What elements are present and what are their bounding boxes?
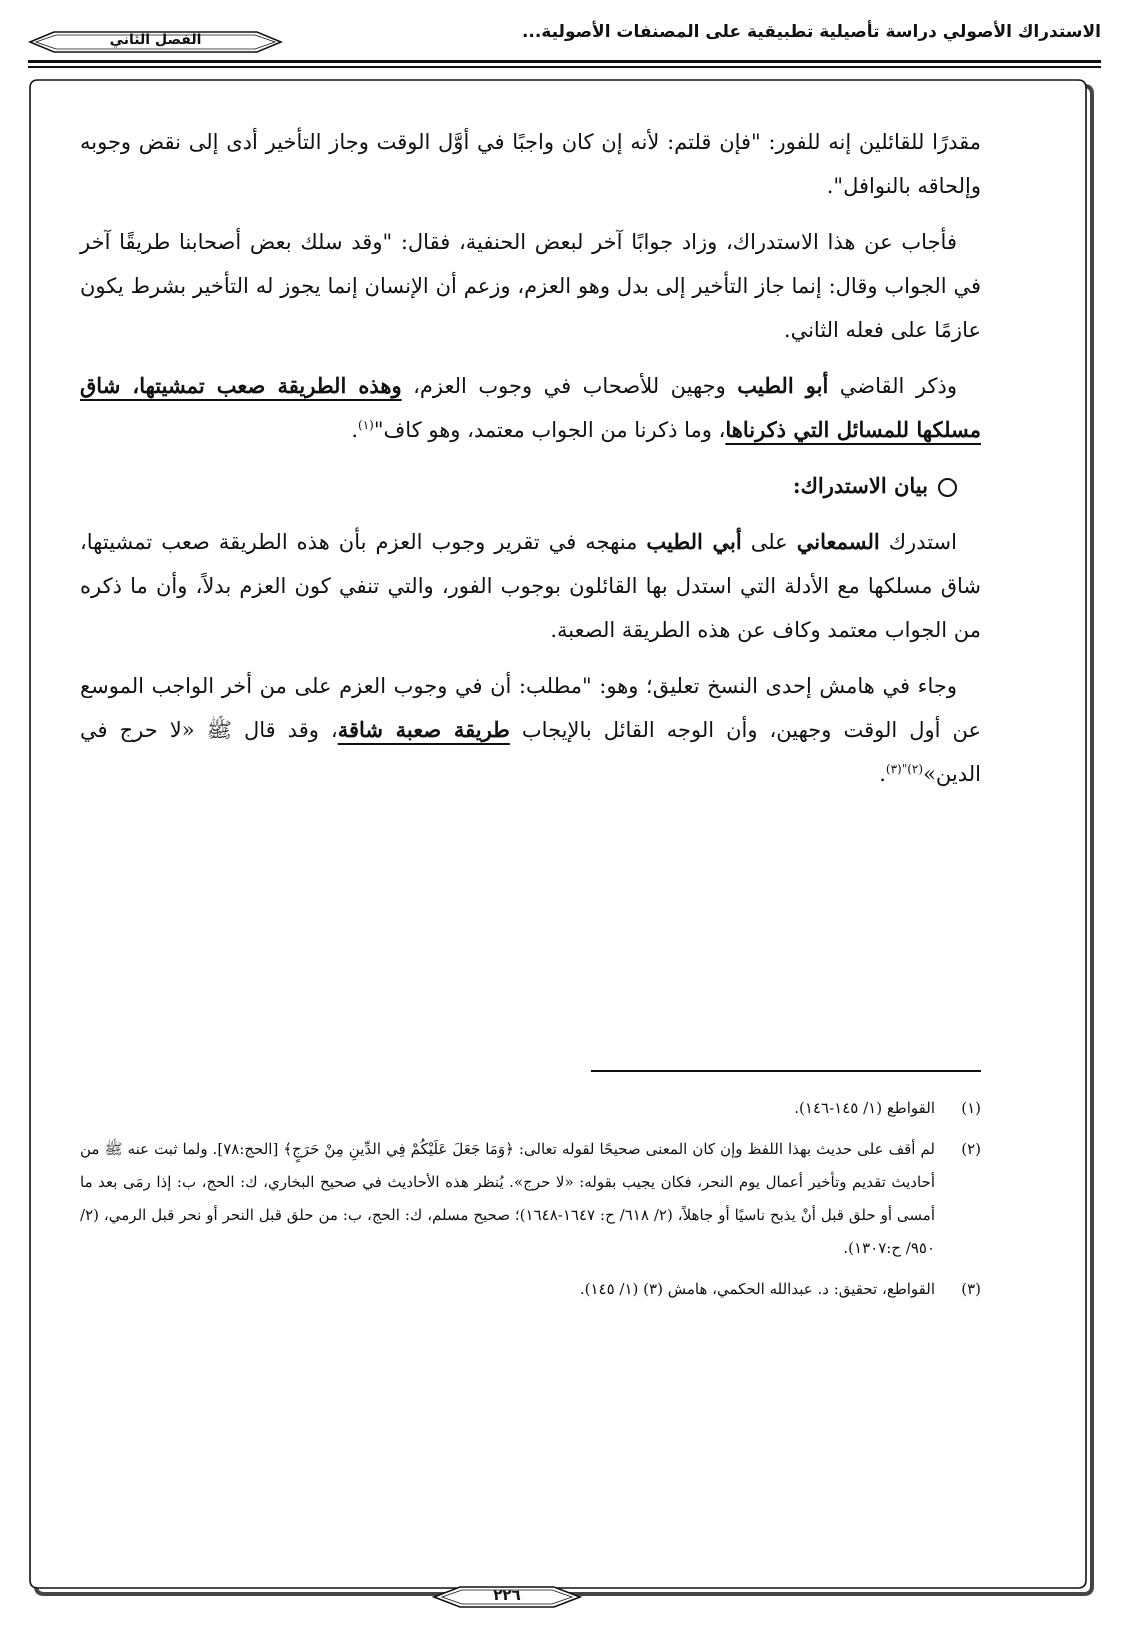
paragraph-4-text-b: على bbox=[741, 530, 797, 554]
header-rule-thick bbox=[28, 60, 1101, 63]
paragraph-5-text-a: وجاء في هامش إحدى النسخ تعليق؛ وهو: "مطلب: أن في وجوب العزم على من أخر الواجب الموسع عن أول الوقت وجهين، وأن الوجه القائل بالإيجاب bbox=[80, 674, 981, 742]
page-number: ٢٢٦ bbox=[493, 1586, 521, 1604]
footnote-1 bbox=[80, 1092, 981, 1125]
footnote-2-text: لم أقف على حديث بهذا اللفظ وإن كان المعنى صحيحًا لقوله تعالى: ﴿وَمَا جَعَلَ عَلَيْكُمْ فِي الدِّينِ مِنْ حَرَجٍ﴾ [الحج:٧٨]. ولما ثبت عنه ﷺ من أحاديث تقديم وتأخير أعمال يوم النحر، فكان يجيب بقوله: «لا حرج». يُنظر هذه الأحاديث في صحيح البخاري، ك: الحج، ب: إذا رمَى بعد ما أمسى أو حلق قبل أنْ يذبح ناسيًا أو جاهلاً، (٢/ ٦١٨/ ح: ١٦٤٧-١٦٤٨)؛ صحيح مسلم، ك: الحج، ب: من حلق قبل النحر أو نحر قبل الرمي، (٢/ ٩٥٠/ ح:١٣٠٧). bbox=[80, 1140, 936, 1257]
footnotes bbox=[80, 1092, 981, 1314]
paragraph-2 bbox=[80, 220, 981, 352]
main-text bbox=[80, 120, 981, 808]
paragraph-5-end: . bbox=[879, 762, 886, 786]
paragraph-3-end: . bbox=[351, 418, 359, 442]
footnote-ref-2-3: (٢)"(٣) bbox=[885, 762, 924, 776]
book-title: الاستدراك الأصولي دراسة تأصيلية تطبيقية على المصنفات الأصولية... bbox=[521, 22, 1101, 42]
paragraph-4-text-a: استدرك bbox=[879, 530, 957, 554]
scholar-name-abi-altayyib: أبي الطيب bbox=[646, 529, 742, 554]
paragraph-3-text-b: وجهين للأصحاب في وجوب العزم، bbox=[401, 374, 738, 398]
paragraph-2-text: فأجاب عن هذا الاستدراك، وزاد جوابًا آخر لبعض الحنفية، فقال: "وقد سلك بعض أصحابنا طريقًا آخر في الجواب وقال: إنما جاز التأخير إلى بدل وهو العزم، وزعم أن الإنسان إنما يجوز له التأخير بشرط يكون عازمًا على فعله الثاني. bbox=[80, 230, 981, 342]
chapter-tag bbox=[28, 30, 283, 54]
paragraph-3-text-a: وذكر القاضي bbox=[828, 374, 957, 398]
footnote-2 bbox=[80, 1133, 981, 1265]
running-header bbox=[28, 18, 1101, 58]
footnote-3-text: القواطع، تحقيق: د. عبدالله الحكمي، هامش (٣) (١/ ١٤٥). bbox=[579, 1280, 935, 1298]
footnote-ref-1: (١) bbox=[358, 418, 374, 432]
paragraph-4-text-c: منهجه في تقرير وجوب العزم بأن هذه الطريقة صعب تمشيتها، شاق مسلكها مع الأدلة التي استدل بها القائلون بوجوب الفور، والتي تنفي كون العزم بدلاً، وأن ما ذكره من الجواب معتمد وكاف عن هذه الطريقة الصعبة. bbox=[80, 530, 981, 642]
chapter-label: الفصل الثاني bbox=[109, 32, 202, 48]
underlined-phrase: طريقة صعبة شاقة bbox=[337, 717, 510, 742]
paragraph-5-text-b: ، وقد قال ﷺ «لا حرج في الدين» bbox=[80, 718, 981, 786]
paragraph-5 bbox=[80, 664, 981, 796]
footnote-separator bbox=[591, 1070, 981, 1072]
paragraph-3-text-c: ، وما ذكرنا من الجواب معتمد، وهو كاف" bbox=[373, 418, 726, 442]
footnote-3 bbox=[80, 1273, 981, 1306]
footnote-3-number: (٣) bbox=[961, 1280, 981, 1298]
paragraph-1 bbox=[80, 120, 981, 208]
paragraph-4 bbox=[80, 520, 981, 652]
footnote-2-number: (٢) bbox=[961, 1140, 981, 1158]
scholar-name-abu-altayyib: أبو الطيب bbox=[737, 373, 829, 398]
paragraph-3 bbox=[80, 364, 981, 452]
underlined-quote: وهذه الطريقة صعب تمشيتها، شاق مسلكها للمسائل التي ذكرناها bbox=[80, 373, 981, 442]
circle-bullet-icon bbox=[938, 478, 957, 497]
page-number-tab bbox=[432, 1584, 582, 1610]
footnote-1-number: (١) bbox=[961, 1099, 981, 1117]
scholar-name-samani: السمعاني bbox=[796, 529, 880, 554]
paragraph-1-text: مقدرًا للقائلين إنه للفور: "فإن قلتم: لأنه إن كان واجبًا في أوَّل الوقت وجاز التأخير أدى إلى نقض وجوبه وإلحاقه بالنوافل". bbox=[80, 130, 981, 198]
footnote-1-text: القواطع (١/ ١٤٥-١٤٦). bbox=[794, 1099, 935, 1117]
header-rule-thin bbox=[28, 66, 1101, 68]
section-heading-text: بيان الاستدراك: bbox=[792, 473, 928, 498]
section-heading bbox=[80, 464, 981, 508]
